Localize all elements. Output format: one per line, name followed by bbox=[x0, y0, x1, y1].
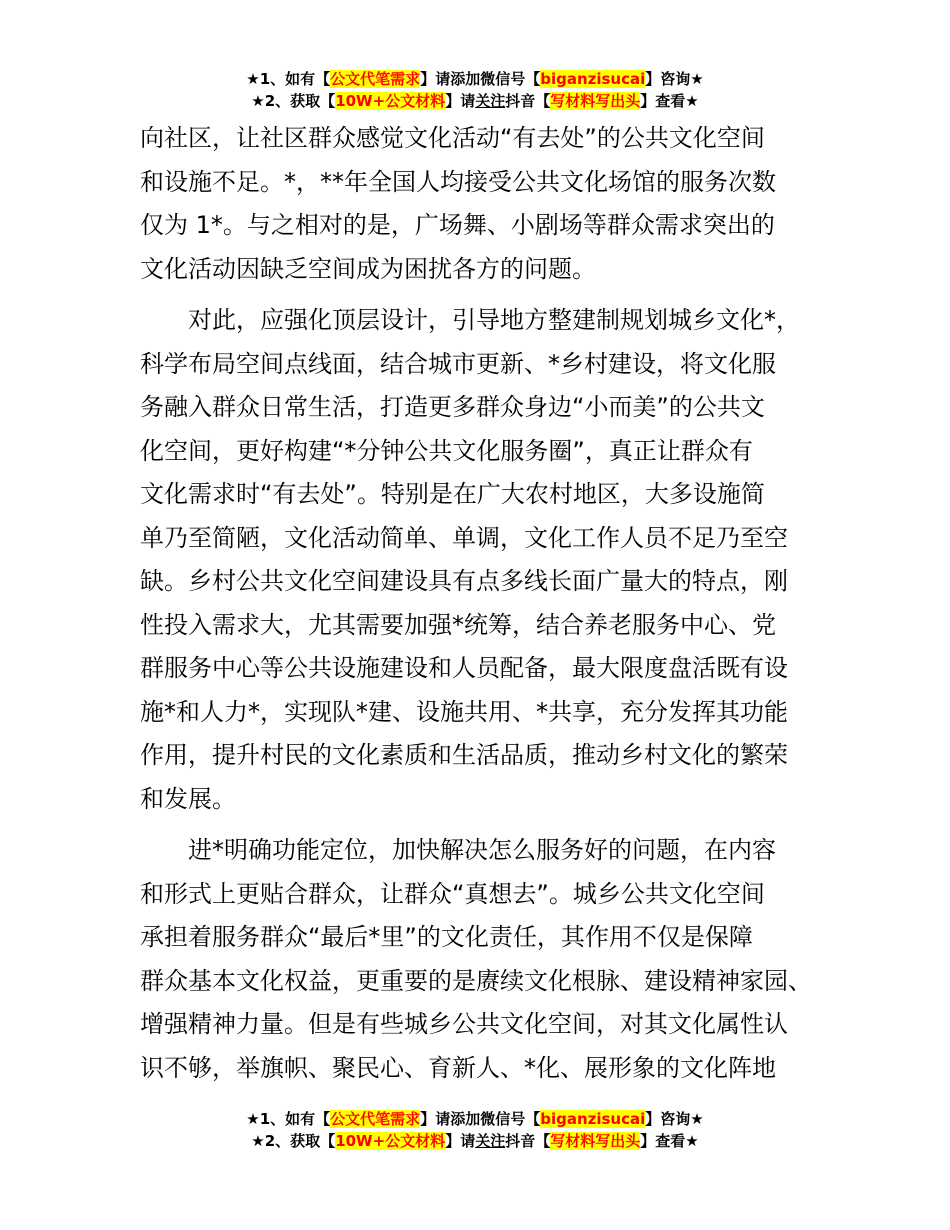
text-line: 作用，提升村民的文化素质和生活品质，推动乡村文化的繁荣 bbox=[140, 741, 788, 769]
text-line: 识不够，举旗帜、聚民心、育新人、*化、展形象的文化阵地 bbox=[140, 1053, 776, 1082]
text-line: 科学布局空间点线面，结合城市更新、*乡村建设，将文化服 bbox=[140, 349, 776, 378]
banner-highlight: 公文代笔需求 bbox=[330, 70, 421, 88]
text-line: 和发展。 bbox=[140, 784, 236, 813]
paragraph bbox=[140, 117, 830, 291]
text-line: 进*明确功能定位，加快解决怎么服务好的问题，在内容 bbox=[188, 836, 776, 864]
banner-text: 】请 bbox=[445, 1132, 476, 1150]
banner-text: 】咨询★ bbox=[645, 1110, 704, 1128]
text-line: 和形式上更贴合群众，让群众“真想去”。城乡公共文化空间 bbox=[140, 879, 765, 908]
banner-highlight: 公文代笔需求 bbox=[330, 1110, 421, 1128]
text-line: 单乃至简陋，文化活动简单、单调，文化工作人员不足乃至空 bbox=[140, 523, 788, 552]
banner-text: ★1、如有【 bbox=[246, 1110, 331, 1128]
banner-text: 】请添加微信号【 bbox=[420, 1110, 541, 1128]
banner-highlight-douyin-name: 写材料写出头 bbox=[550, 92, 641, 110]
text-line: 和设施不足。*，**年全国人均接受公共文化场馆的服务次数 bbox=[140, 167, 776, 196]
banner-text: 】查看★ bbox=[640, 1132, 699, 1150]
paragraph bbox=[140, 829, 830, 1090]
text-line: 务融入群众日常生活，打造更多群众身边“小而美”的公共文 bbox=[140, 393, 765, 421]
banner-highlight: 10W+公文材料 bbox=[335, 92, 446, 110]
banner-line-1 bbox=[0, 1108, 950, 1130]
banner-text: 】请添加微信号【 bbox=[420, 70, 541, 88]
text-line: 群众基本文化权益，更重要的是赓续文化根脉、建设精神家园、 bbox=[140, 966, 812, 995]
text-line: 群服务中心等公共设施建设和人员配备，最大限度盘活既有设 bbox=[140, 654, 788, 682]
banner-line-1 bbox=[0, 68, 950, 90]
banner-text: ★2、获取【 bbox=[251, 1132, 336, 1150]
text-line: 缺。乡村公共文化空间建设具有点多线长面广量大的特点，刚 bbox=[140, 567, 788, 595]
text-line: 向社区，让社区群众感觉文化活动“有去处”的公共文化空间 bbox=[140, 124, 765, 152]
text-line: 增强精神力量。但是有些城乡公共文化空间，对其文化属性认 bbox=[140, 1010, 788, 1038]
text-line: 性投入需求大，尤其需要加强*统筹，结合养老服务中心、党 bbox=[140, 610, 776, 639]
footer-banner bbox=[0, 1108, 950, 1152]
banner-highlight-wechat-id: biganzisucai bbox=[540, 1110, 646, 1128]
text-line: 对此，应强化顶层设计，引导地方整建制规划城乡文化*， bbox=[188, 306, 800, 334]
paragraph bbox=[140, 299, 830, 821]
banner-line-2 bbox=[0, 90, 950, 112]
text-line: 文化需求时“有去处”。特别是在广大农村地区，大多设施简 bbox=[140, 480, 765, 508]
banner-highlight: 10W+公文材料 bbox=[335, 1132, 446, 1150]
banner-text: 】查看★ bbox=[640, 92, 699, 110]
text-line: 文化活动因缺乏空间成为困扰各方的问题。 bbox=[140, 254, 596, 283]
banner-text: 】请 bbox=[445, 92, 476, 110]
text-line: 仅为 1*。与之相对的是，广场舞、小剧场等群众需求突出的 bbox=[140, 211, 775, 239]
banner-underlined-text: 关注 bbox=[475, 1132, 506, 1150]
banner-text: 】咨询★ bbox=[645, 70, 704, 88]
document-body bbox=[140, 117, 830, 1090]
banner-text: ★1、如有【 bbox=[246, 70, 331, 88]
banner-highlight-douyin-name: 写材料写出头 bbox=[550, 1132, 641, 1150]
text-line: 施*和人力*，实现队*建、设施共用、*共享，充分发挥其功能 bbox=[140, 697, 788, 726]
banner-text: 抖音【 bbox=[505, 92, 551, 110]
banner-highlight-wechat-id: biganzisucai bbox=[540, 70, 646, 88]
banner-text: ★2、获取【 bbox=[251, 92, 336, 110]
header-banner bbox=[0, 68, 950, 112]
banner-line-2 bbox=[0, 1130, 950, 1152]
text-line: 化空间，更好构建“*分钟公共文化服务圈”，真正让群众有 bbox=[140, 436, 753, 465]
banner-text: 抖音【 bbox=[505, 1132, 551, 1150]
text-line: 承担着服务群众“最后*里”的文化责任，其作用不仅是保障 bbox=[140, 923, 753, 951]
banner-underlined-text: 关注 bbox=[475, 92, 506, 110]
